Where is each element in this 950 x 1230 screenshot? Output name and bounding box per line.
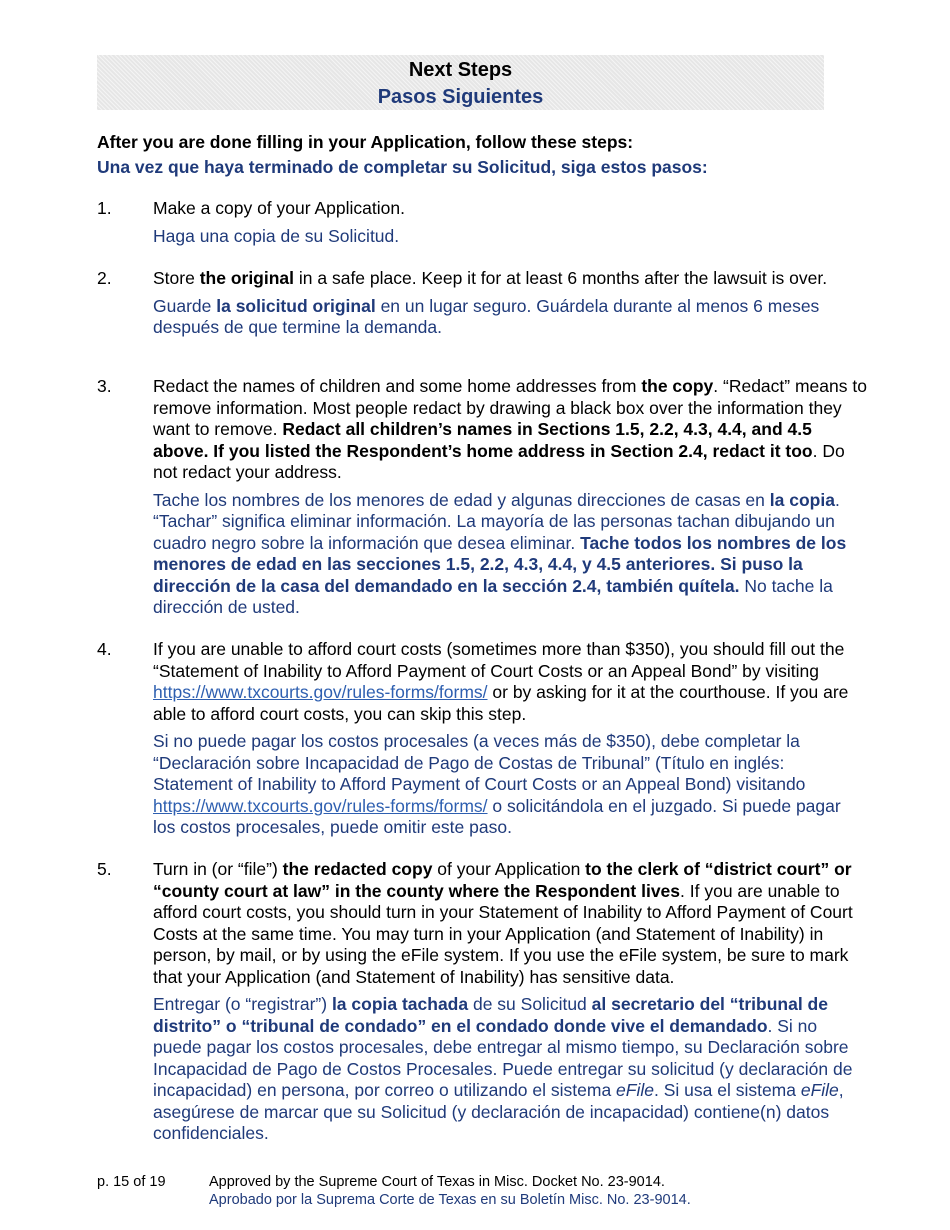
step-5-es [153, 994, 867, 1145]
text: Redact the names of children and some home addresses from [153, 376, 642, 396]
step-1 [97, 198, 867, 247]
bold-text: al secretario del “tribunal de distrito” o “tribunal de condado” en el condado donde vive el demandado [153, 994, 828, 1036]
bold-text: the original [199, 268, 295, 288]
italic-text: eFile [616, 1080, 654, 1100]
step-3-es [153, 490, 867, 619]
text: Store [153, 268, 200, 288]
text: . Si no puede pagar los costos procesales, debe entregar al mismo tiempo, su Declaración sobre Incapacidad de Pago de Costos Procesales. Puede entregar su solicitud (y declaración de incapacidad) en persona, por correo o utilizando el sistema [153, 1015, 853, 1100]
text: . If you are unable to afford court costs, you should turn in your Statement of Inability to Afford Payment of Court Costs at the same time. You may turn in your Application (and Statement of Inability) in person, by mail, or by using the eFile system. If you use the eFile system, be sure to mark that your Application (and Statement of Inability) has sensitive data. [153, 880, 853, 987]
text: or by asking for it at the courthouse. If you are able to afford court costs, you can skip this step. [153, 682, 849, 724]
step-5 [97, 859, 867, 1145]
bold-text: to the clerk of “district court” or “county court at law” in the county where the Respondent lives [153, 859, 852, 901]
intro-en: After you are done filling in your Application, follow these steps: [97, 132, 634, 152]
step-4-es [153, 731, 867, 839]
text: of your Application [432, 859, 586, 879]
bold-text: the redacted copy [282, 859, 433, 879]
bold-text: la copia [769, 489, 835, 510]
page-number: p. 15 of 19 [97, 1174, 166, 1190]
step-5-en [153, 859, 867, 988]
text: Tache los nombres de los menores de edad y algunas direcciones de casas en [153, 489, 770, 510]
bold-text: Tache todos los nombres de los menores de edad en las secciones 1.5, 2.2, 4.3, 4.4, y 4.5 anteriores. Si puso la dirección de la casa del demandado en la sección 2.4, también quítela. [153, 532, 847, 596]
text: de su Solicitud [468, 994, 592, 1014]
text: o solicitándola en el juzgado. Si puede pagar los costos procesales, puede omitir este paso. [153, 795, 841, 837]
bold-text: the copy [641, 376, 714, 396]
text: Haga una copia de su Solicitud. [153, 225, 400, 246]
text: No tache la dirección de usted. [153, 575, 833, 617]
step-2-en [153, 268, 867, 290]
text: . Do not redact your address. [153, 440, 845, 482]
step-2 [97, 268, 867, 339]
step-4-en [153, 639, 867, 725]
step-4 [97, 639, 867, 839]
step-3-en [153, 376, 867, 484]
text: If you are unable to afford court costs (sometimes more than $350), you should fill out the “Statement of Inability to Afford Payment of Court Costs or an Appeal Bond” by visiting [153, 639, 845, 681]
text: Make a copy of your Application. [153, 198, 405, 218]
text: . “Tachar” significa eliminar información. La mayoría de las personas tachan dibujando un cuadro negro sobre la información que desea eliminar. [153, 489, 840, 553]
bold-text: Redact all children’s names in Sections 1.5, 2.2, 4.3, 4.4, and 4.5 above. If you listed the Respondent’s home address in Section 2.4, redact it too [153, 419, 813, 461]
bold-text: la solicitud original [216, 295, 376, 316]
step-number: 2. [97, 268, 112, 288]
italic-text: eFile [800, 1080, 839, 1100]
title-en: Next Steps [408, 59, 513, 81]
bold-text: la copia tachada [331, 994, 469, 1014]
step-2-es [153, 296, 867, 339]
section-header [97, 55, 824, 110]
step-1-en [153, 198, 867, 220]
forms-link[interactable]: https://www.txcourts.gov/rules-forms/forms/ [153, 682, 488, 702]
intro-es: Una vez que haya terminado de completar su Solicitud, siga estos pasos: [97, 157, 708, 177]
intro [97, 131, 867, 178]
forms-link-es[interactable]: https://www.txcourts.gov/rules-forms/forms/ [153, 795, 488, 816]
text: , asegúrese de marcar que su Solicitud (y declaración de incapacidad) contiene(n) datos confidenciales. [153, 1080, 844, 1143]
text: Turn in (or “file”) [153, 859, 283, 879]
text: . “Redact” means to remove information. Most people redact by drawing a black box over the information they want to remove. [153, 376, 867, 439]
text: in a safe place. Keep it for at least 6 months after the lawsuit is over. [294, 268, 828, 288]
text: Entregar (o “registrar”) [153, 994, 332, 1014]
step-number: 5. [97, 859, 112, 879]
approval-es: Aprobado por la Suprema Corte de Texas en su Boletín Misc. No. 23-9014. [209, 1192, 691, 1208]
step-3 [97, 376, 867, 619]
text: Guarde [153, 295, 217, 316]
footer [97, 1173, 877, 1209]
text: en un lugar seguro. Guárdela durante al menos 6 meses después de que termine la demanda. [153, 295, 820, 337]
step-number: 4. [97, 639, 112, 659]
title-es: Pasos Siguientes [377, 86, 544, 108]
step-1-es [153, 226, 867, 248]
text: . Si usa el sistema [653, 1080, 801, 1100]
step-number: 3. [97, 376, 112, 396]
text: Si no puede pagar los costos procesales (a veces más de $350), debe completar la “Declaración sobre Incapacidad de Pago de Costas de Tribunal” (Título en inglés: Statement of Inability to Afford Payment of Court Costs or an Appeal Bond) visitando [153, 731, 806, 794]
approval-en: Approved by the Supreme Court of Texas in Misc. Docket No. 23-9014. [209, 1174, 665, 1190]
step-number: 1. [97, 198, 112, 218]
